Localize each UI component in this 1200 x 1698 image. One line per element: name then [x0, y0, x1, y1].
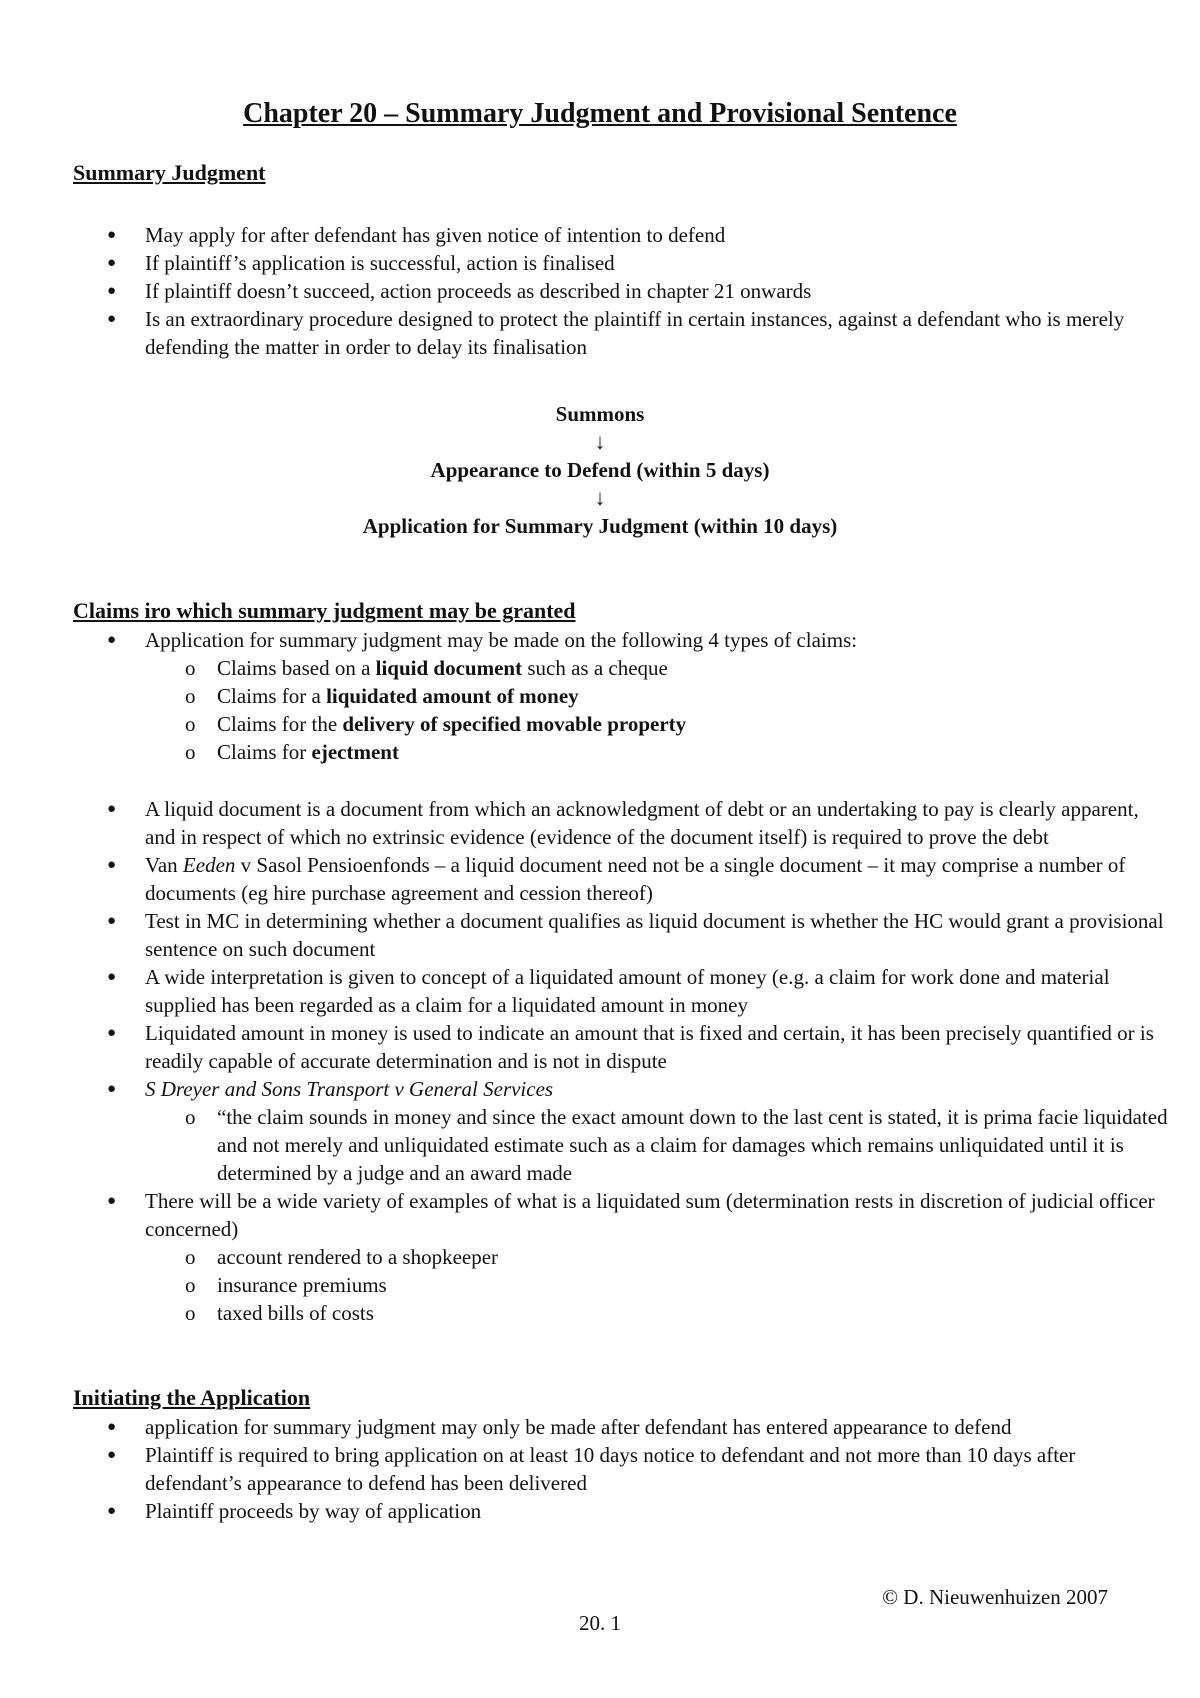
- claim-type-item: o Claims for ejectment: [145, 738, 1173, 766]
- list-item: ● Is an extraordinary procedure designed to protect the plaintiff in certain instances, against a defendant who is merely defending the matter in order to delay its finalisation: [73, 305, 1173, 361]
- list-item: ● If plaintiff doesn’t succeed, action proceeds as described in chapter 21 onwards: [73, 277, 1173, 305]
- list-item: ● A wide interpretation is given to concept of a liquidated amount of money (e.g. a claim for work done and material supplied has been regarded as a claim for a liquidated amount in money: [73, 963, 1173, 1019]
- list-item: [73, 1075, 1173, 1187]
- flow-step-appearance: Appearance to Defend (within 5 days): [430, 458, 770, 482]
- page-title: Chapter 20 – Summary Judgment and Provisional Sentence: [243, 98, 957, 129]
- list-item: ● A liquid document is a document from which an acknowledgment of debt or an undertaking to pay is clearly apparent, and in respect of which no extrinsic evidence (evidence of the document itself) is required to prove the debt: [73, 795, 1173, 851]
- case-quote-list: [145, 1103, 1173, 1187]
- claims-list: [73, 626, 1173, 766]
- list-item: [73, 626, 1173, 766]
- liquid-document-list: [73, 795, 1173, 1327]
- flow-step-summons: Summons: [555, 402, 645, 426]
- list-item: ● Van Eeden v Sasol Pensioenfonds – a liquid document need not be a single document – it may comprise a number of documents (eg hire purchase agreement and cession thereof): [73, 851, 1173, 907]
- claim-types-list: [145, 654, 1173, 766]
- case-name: S Dreyer and Sons Transport v General Services: [145, 1077, 554, 1101]
- down-arrow-icon: ↓: [594, 485, 606, 510]
- list-item: ● Liquidated amount in money is used to indicate an amount that is fixed and certain, it has been precisely quantified or is readily capable of accurate determination and is not in dispute: [73, 1019, 1173, 1075]
- page-number: 20. 1: [579, 1611, 621, 1635]
- list-item: ● May apply for after defendant has given notice of intention to defend: [73, 221, 1173, 249]
- section-heading-claims: Claims iro which summary judgment may be granted: [73, 598, 576, 623]
- list-item: ● Test in MC in determining whether a document qualifies as liquid document is whether the HC would grant a provisional sentence on such document: [73, 907, 1173, 963]
- examples-list: [145, 1243, 1173, 1327]
- example-item: o insurance premiums: [145, 1271, 1173, 1299]
- claim-type-item: o Claims for the delivery of specified movable property: [145, 710, 1173, 738]
- case-quote: o “the claim sounds in money and since the exact amount down to the last cent is stated, it is prima facie liquidated and not merely and unliquidated estimate such as a claim for damages which remains unliquidated until it is determined by a judge and an award made: [145, 1103, 1173, 1187]
- claims-intro: Application for summary judgment may be made on the following 4 types of claims:: [145, 628, 858, 652]
- list-item: ● If plaintiff’s application is successful, action is finalised: [73, 249, 1173, 277]
- initiating-list: [73, 1413, 1173, 1525]
- summary-judgment-list: [73, 221, 1173, 361]
- copyright-notice: © D. Nieuwenhuizen 2007: [882, 1585, 1108, 1609]
- example-item: o taxed bills of costs: [145, 1299, 1173, 1327]
- list-item: ● Plaintiff is required to bring application on at least 10 days notice to defendant and not more than 10 days after defendant’s appearance to defend has been delivered: [73, 1441, 1173, 1497]
- claim-type-item: o Claims based on a liquid document such as a cheque: [145, 654, 1173, 682]
- example-item: o account rendered to a shopkeeper: [145, 1243, 1173, 1271]
- list-item: ● There will be a wide variety of examples of what is a liquidated sum (determination rests in discretion of judicial officer concerned) o account rendered to a shopkeeper o insurance premiums o taxed bills of costs: [73, 1187, 1173, 1327]
- procedure-flow: [0, 400, 1200, 540]
- down-arrow-icon: ↓: [594, 429, 606, 454]
- claim-type-item: o Claims for a liquidated amount of money: [145, 682, 1173, 710]
- flow-step-application: Application for Summary Judgment (within 10 days): [362, 514, 838, 538]
- list-item: ● Plaintiff proceeds by way of application: [73, 1497, 1173, 1525]
- section-heading-initiating: Initiating the Application: [73, 1385, 311, 1410]
- section-heading-summary-judgment: Summary Judgment: [73, 160, 266, 185]
- list-item: ● application for summary judgment may only be made after defendant has entered appearance to defend: [73, 1413, 1173, 1441]
